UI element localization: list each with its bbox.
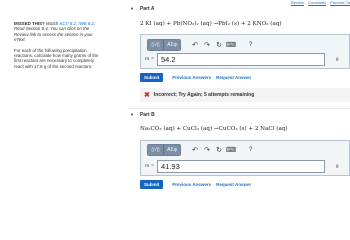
collapse-triangle-icon: ▼ [130,112,134,117]
missed-heading: MISSED THIS? [14,21,45,26]
incorrect-x-icon: ✖ [144,92,150,99]
part-b-title: Part B [139,112,155,118]
part-a-answer-box [140,34,350,69]
part-b-equation: Na₂CO₃ (aq) + CuCl₂ (aq) →CuCO₃ (s) + 2 NaCl (aq) [140,126,288,132]
redo-icon[interactable]: ↷ [204,42,210,49]
part-a-input-row [145,53,325,66]
answer-input[interactable]: 41.93 [157,160,325,173]
request-answer-link[interactable]: Request Answer [216,75,252,80]
part-b-input-row [145,160,325,173]
undo-icon[interactable]: ↶ [192,42,198,49]
part-a-actions [140,73,251,82]
top-links [288,0,350,4]
undo-icon[interactable]: ↶ [192,147,198,154]
part-divider [128,108,350,109]
submit-button[interactable]: Submit [140,73,163,82]
part-b-actions [140,180,251,189]
part-a-toolbar [147,39,252,51]
reset-icon[interactable]: ↻ [216,147,222,154]
greek-letters-button[interactable]: ΑΣφ [164,40,180,50]
previous-answers-link[interactable]: Previous Answers [172,75,212,80]
unit-label: g [336,163,339,168]
keyboard-icon[interactable]: ⌨ [225,147,237,154]
help-button[interactable]: ? [249,147,253,153]
review-link[interactable]: Review [290,0,305,5]
read-text: ; Read Section 8.4. You can click on the Review link to access the section in your eText. [14,21,96,43]
mass-label: m = [145,164,155,169]
instructions-panel [14,21,104,74]
answer-input[interactable]: 54.2 [157,53,325,66]
part-a-header[interactable] [130,6,155,12]
feedback-text: Incorrect; Try Again; 5 attempts remaining [153,92,255,98]
part-a-title: Part A [139,6,155,12]
request-answer-link[interactable]: Request Answer [216,182,252,187]
periodic-table-link[interactable]: Periodic Ta [330,0,350,5]
instructions-body: For each of the following precipitation reactions, calculate how many grams of the first reactant are necessary to completely react with 17.8 g of the second reactant. [14,47,99,69]
constants-link[interactable]: Constants [308,0,327,5]
part-b-toolbar [147,144,252,156]
part-b-answer-box [140,140,350,176]
part-b-header[interactable] [130,112,155,118]
part-a-feedback [140,88,350,102]
mass-label: m = [145,57,155,62]
watch-link[interactable]: KCV 8.2, IWE 8.2 [59,21,95,26]
part-a-equation: 2 KI (aq) + Pb(NO₃)₂ (aq) →PbI₂ (s) + 2 KNO₃ (aq) [140,21,282,27]
help-button[interactable]: ? [249,42,253,48]
watch-text: Watch [45,21,59,26]
unit-label: g [336,56,339,61]
redo-icon[interactable]: ↷ [204,147,210,154]
collapse-triangle-icon: ▼ [130,6,134,11]
reset-icon[interactable]: ↻ [216,42,222,49]
greek-letters-button[interactable]: ΑΣφ [164,145,180,155]
keyboard-icon[interactable]: ⌨ [225,42,237,49]
submit-button[interactable]: Submit [140,180,163,189]
templates-button[interactable]: ▯√▯ [148,40,164,50]
previous-answers-link[interactable]: Previous Answers [172,182,212,187]
templates-button[interactable]: ▯√▯ [148,145,164,155]
